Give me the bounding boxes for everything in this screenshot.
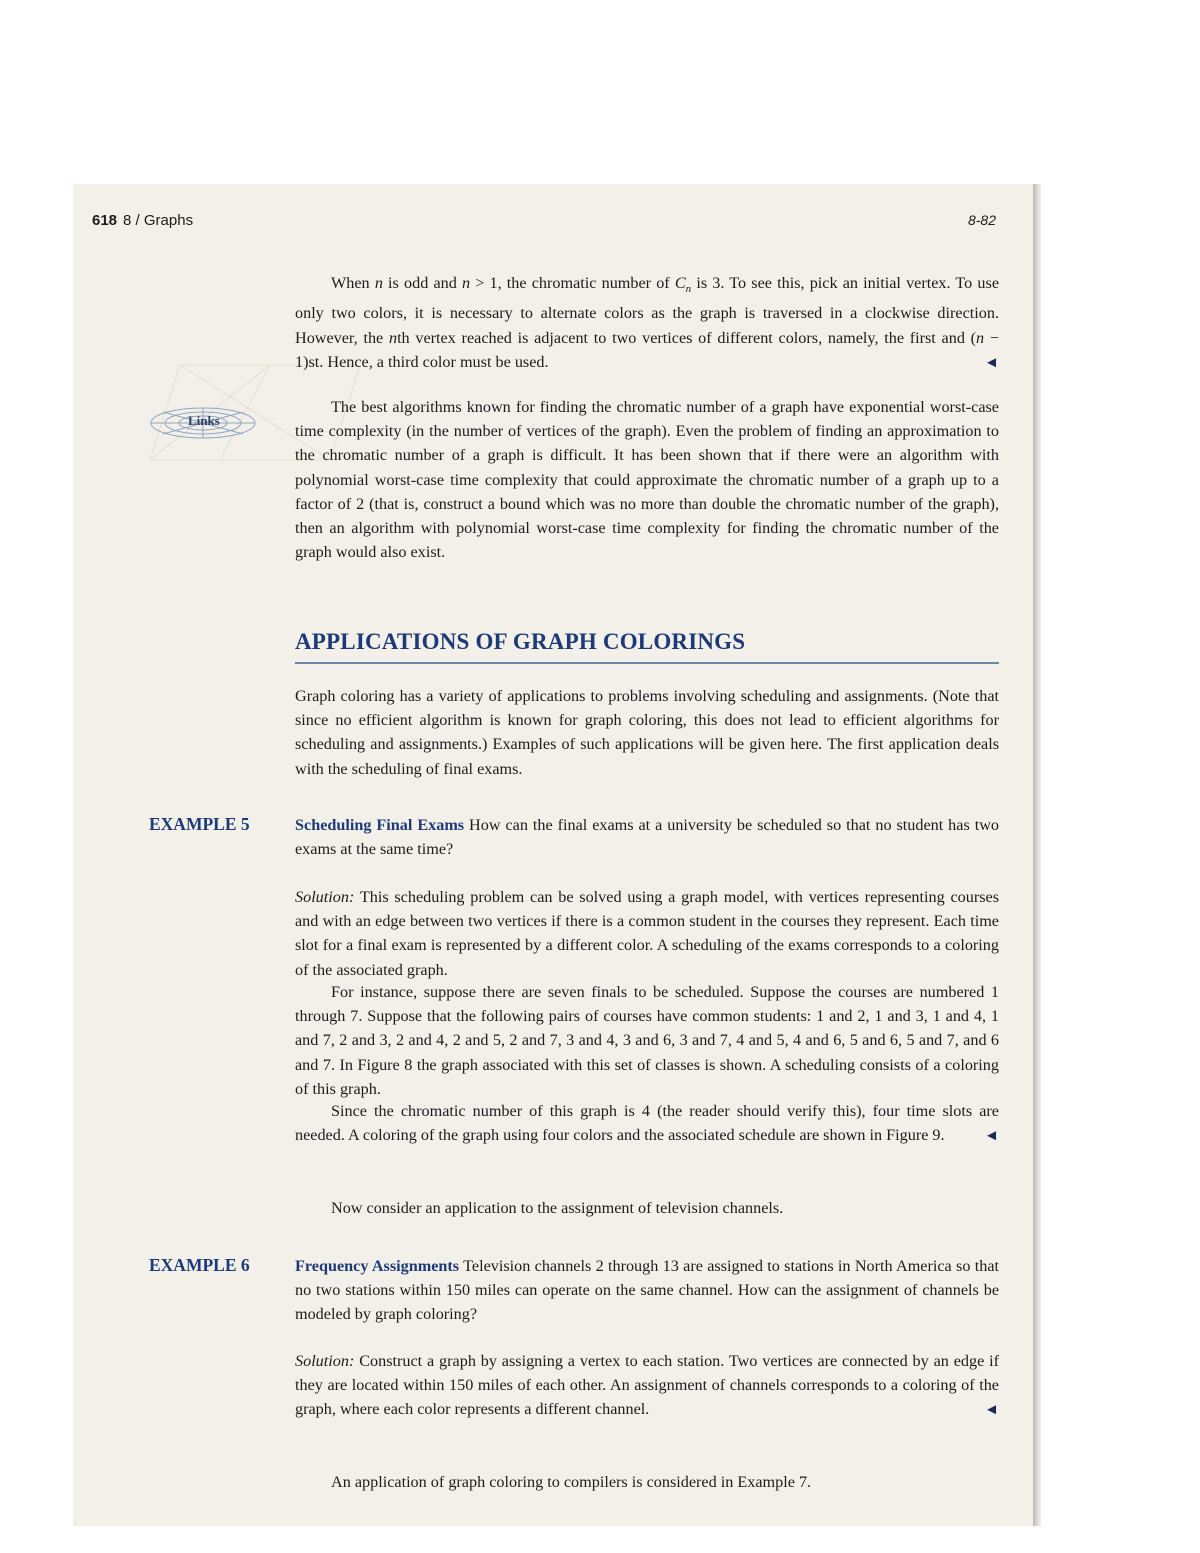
example-5-label: EXAMPLE 5 [149,814,250,834]
transition-paragraph: Now consider an application to the assignment of television channels. [331,1199,784,1217]
example-5-title: Scheduling Final Exams [295,816,465,834]
paragraph-odd-cycle: When n is odd and n > 1, the chromatic number of $C_n$ is 3. To see this, pick an initial vertex. To use only two colors, it is necessary to alternate colors as the graph is traversed in a clockwise direction. However, the nth vertex reached is adjacent to two vertices of different colors, namely, the first and (n − 1)st. Hence, a third color must be used. ◄ [295,271,999,375]
closing-paragraph: An application of graph coloring to compilers is considered in Example 7. [331,1473,812,1491]
example-5-conclusion: Since the chromatic number of this graph is 4 (the reader should verify this), four time slots are needed. A coloring of the graph using four colors and the associated schedule are shown in Figure 9. ◄ [295,1099,999,1148]
page-number: 618 [92,212,118,229]
example-5-question: Scheduling Final Exams How can the final exams at a university be scheduled so that no student has two exams at the same time? [295,816,999,859]
page-edge-shadow [1033,184,1041,1526]
chapter-label: 8 / Graphs [123,212,194,229]
example-6-solution: Solution: Construct a graph by assigning a vertex to each station. Two vertices are connected by an edge if they are located within 150 miles of each other. An assignment of channels corresponds to a coloring of the graph, where each color represents a different channel. ◄ [295,1349,999,1423]
section-heading: APPLICATIONS OF GRAPH COLORINGS [295,629,746,654]
example-6-question: Frequency Assignments Television channels 2 through 13 are assigned to stations in North America so that no two stations within 150 miles can operate on the same channel. How can the assignment of channels be modeled by graph coloring? [295,1257,1000,1324]
example-5-instance: For instance, suppose there are seven finals to be scheduled. Suppose the courses are numbered 1 through 7. Suppose that the following pairs of courses have common students: 1 and 2, 1 and 3, 1 and 4, 1 and 7, 2 and 3, 2 and 4, 2 and 5, 2 and 7, 3 and 4, 3 and 6, 3 and 7, 4 and 5, 4 and 6, 5 and 6, 5 and 7, and 6 and 7. In Figure 8 the graph associated with this set of classes is shown. A scheduling consists of a coloring of this graph. [295,983,999,1098]
links-label: Links [188,413,220,428]
page-code: 8-82 [967,212,996,228]
end-of-example-icon: ◄ [984,354,999,371]
paragraph-algorithms: The best algorithms known for finding the chromatic number of a graph have exponential worst-case time complexity (in the number of vertices of the graph). Even the problem of finding an approximation to the chromatic number of a graph is difficult. It has been shown that if there were an algorithm with polynomial worst-case time complexity that could approximate the chromatic number of a graph up to a factor of 2 (that is, construct a bound which was no more than double the chromatic number of the graph), then an algorithm with polynomial worst-case time complexity for finding the chromatic number of the graph would also exist. [295,398,999,562]
running-header-left [92,212,193,229]
example-5-solution: Solution: This scheduling problem can be solved using a graph model, with vertices representing courses and with an edge between two vertices if there is a common student in the courses they represent. Each time slot for a final exam is represented by a different color. A scheduling of the exams corresponds to a coloring of the associated graph. [295,888,999,979]
example-6-label: EXAMPLE 6 [149,1255,250,1275]
end-of-example-icon: ◄ [984,1128,999,1145]
links-badge[interactable] [148,406,258,440]
paragraph-applications-intro: Graph coloring has a variety of applications to problems involving scheduling and assignments. (Note that since no efficient algorithm is known for graph coloring, this does not lead to efficient algorithms for scheduling and assignments.) Examples of such applications will be given here. The first application deals with the scheduling of final exams. [295,687,999,778]
example-6-title: Frequency Assignments [295,1257,460,1275]
end-of-example-icon: ◄ [984,1402,999,1419]
section-rule [295,662,999,664]
